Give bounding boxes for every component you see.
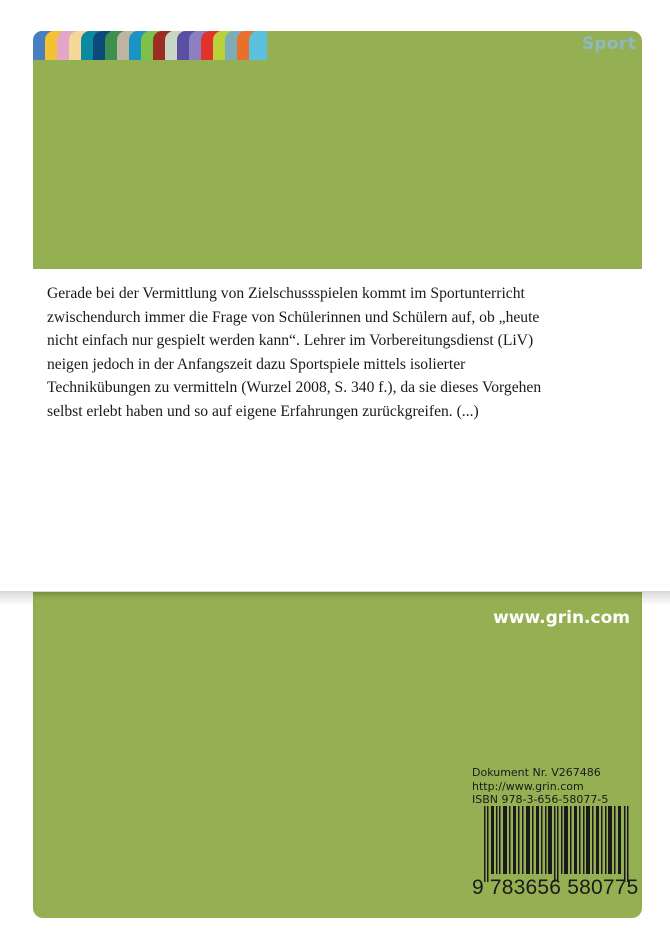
blurb-line: Technikübungen zu vermitteln (Wurzel 2008, S. 340 f.), da sie dieses Vorgehen [47,379,542,396]
blurb-line: Gerade bei der Vermittlung von Zielschussspielen kommt im Sportunterricht [47,285,525,302]
blurb-line: nicht einfach nur gespielt werden kann“. Lehrer im Vorbereitungsdienst (LiV) [47,332,534,349]
color-tab [249,31,267,60]
color-tabs-strip [33,31,273,60]
blurb-line: zwischendurch immer die Frage von Schülerinnen und Schülern auf, ob „heute [47,308,540,326]
isbn-barcode [484,806,630,882]
blurb-line: selbst erlebt haben und so auf eigene Erfahrungen zurückgreifen. (...) [47,402,479,420]
document-info [472,766,608,807]
publisher-website: www.grin.com [493,608,630,628]
publisher-url: http://www.grin.com [472,779,584,793]
document-number: Dokument Nr. V267486 [472,766,601,779]
isbn: ISBN 978-3-656-58077-5 [472,793,609,806]
category-label: Sport [581,34,636,54]
cover-top-panel [33,31,642,269]
barcode-digits: 9 783656 580775 [472,876,639,899]
back-cover-blurb [47,282,637,423]
blurb-line: neigen jedoch in der Anfangszeit dazu Sportspiele mittels isolierter [47,355,466,373]
